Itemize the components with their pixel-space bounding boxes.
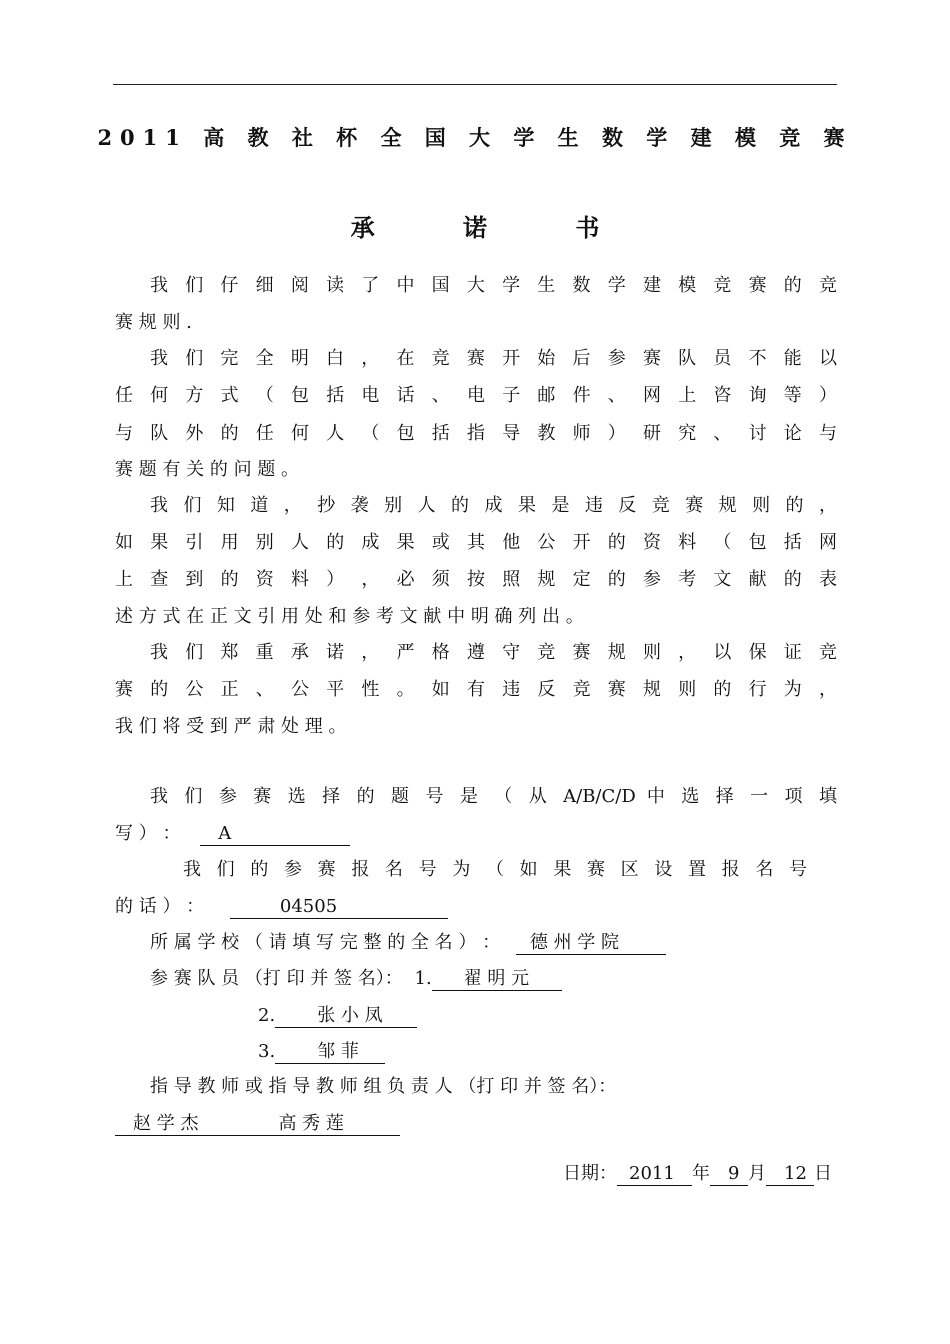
- member-row: [258, 1002, 558, 1030]
- text-line: 如 果 引 用 别 人 的 成 果 或 其 他 公 开 的 资 料 （ 包 括 网: [115, 532, 837, 553]
- school-field[interactable]: 德 州 学 院: [516, 932, 666, 955]
- text-line: 我 们 完 全 明 白 ， 在 竞 赛 开 始 后 参 赛 队 员 不 能 以: [150, 348, 837, 369]
- text-line: 我 们 郑 重 承 诺 ， 严 格 遵 守 竞 赛 规 则 ， 以 保 证 竞: [150, 642, 837, 663]
- text-line: 赛 题 有 关 的 问 题 。: [115, 459, 300, 480]
- member-row: [258, 1038, 558, 1066]
- advisor-1-name: 赵 学 杰: [133, 1113, 199, 1134]
- problem-choice-field[interactable]: A: [200, 823, 350, 846]
- text-line: 赛 的 公 正 、 公 平 性 。 如 有 违 反 竞 赛 规 则 的 行 为 ，: [115, 679, 837, 700]
- members-row: [150, 965, 837, 993]
- date-label: 日期：: [563, 1163, 617, 1184]
- advisor-field[interactable]: [115, 1113, 400, 1136]
- date-year-unit: 年: [692, 1163, 710, 1184]
- registration-number-label-cont: 的 话 ） ：: [115, 896, 205, 917]
- member-2-field[interactable]: 张 小 凤: [275, 1005, 417, 1028]
- registration-number-label: 我 们 的 参 赛 报 名 号 为 （ 如 果 赛 区 设 置 报 名 号: [183, 859, 807, 880]
- advisor-label: 指 导 教 师 或 指 导 教 师 组 负 责 人 （打 印 并 签 名）：: [150, 1076, 617, 1097]
- text-line: 我 们 仔 细 阅 读 了 中 国 大 学 生 数 学 建 模 竞 赛 的 竞: [150, 275, 837, 296]
- text-line: 与 队 外 的 任 何 人 （ 包 括 指 导 教 师 ） 研 究 、 讨 论 与: [115, 423, 837, 444]
- text-line: 述 方 式 在 正 文 引 用 处 和 参 考 文 献 中 明 确 列 出 。: [115, 606, 584, 627]
- date-month-field[interactable]: 9: [710, 1163, 748, 1186]
- date-day-unit: 日: [814, 1163, 832, 1184]
- advisor-2-name: 高 秀 莲: [278, 1113, 344, 1134]
- problem-choice-row: [115, 820, 837, 848]
- text-line: 我 们 将 受 到 严 肃 处 理 。: [115, 716, 347, 737]
- text-line: 任 何 方 式 （ 包 括 电 话 、 电 子 邮 件 、 网 上 咨 询 等 ）: [115, 385, 837, 406]
- page-title: 2011 高 教 社 杯 全 国 大 学 生 数 学 建 模 竞 赛: [97, 125, 853, 150]
- date-year-field[interactable]: 2011: [617, 1163, 692, 1186]
- document-subtitle: 承 诺 书: [350, 213, 640, 242]
- registration-number-row: [115, 893, 837, 921]
- school-label: 所 属 学 校 （ 请 填 写 完 整 的 全 名 ） ：: [150, 932, 501, 953]
- member-number: 3.: [258, 1041, 276, 1062]
- members-label: 参 赛 队 员 （打 印 并 签 名）：: [150, 968, 403, 989]
- registration-number-field[interactable]: 04505: [230, 896, 448, 919]
- date-month-unit: 月: [748, 1163, 766, 1184]
- text-line: 我 们 知 道 ， 抄 袭 别 人 的 成 果 是 违 反 竞 赛 规 则 的 ，: [150, 495, 837, 516]
- header-rule: [113, 84, 837, 85]
- text-line: 赛 规 则 .: [115, 312, 192, 333]
- member-number: 2.: [258, 1005, 276, 1026]
- member-3-field[interactable]: 邹 菲: [275, 1041, 385, 1064]
- date-day-field[interactable]: 12: [766, 1163, 814, 1186]
- date-row: [563, 1160, 832, 1188]
- problem-choice-label-cont: 写 ） ：: [115, 823, 181, 844]
- school-row: [150, 929, 837, 957]
- problem-choice-label: 我 们 参 赛 选 择 的 题 号 是 （ 从 A/B/C/D 中 选 择 一 项 填: [150, 786, 837, 807]
- member-number: 1.: [414, 968, 432, 989]
- advisor-row: [115, 1110, 837, 1138]
- text-line: 上 查 到 的 资 料 ） ， 必 须 按 照 规 定 的 参 考 文 献 的 表: [115, 569, 837, 590]
- member-1-field[interactable]: 翟 明 元: [432, 968, 562, 991]
